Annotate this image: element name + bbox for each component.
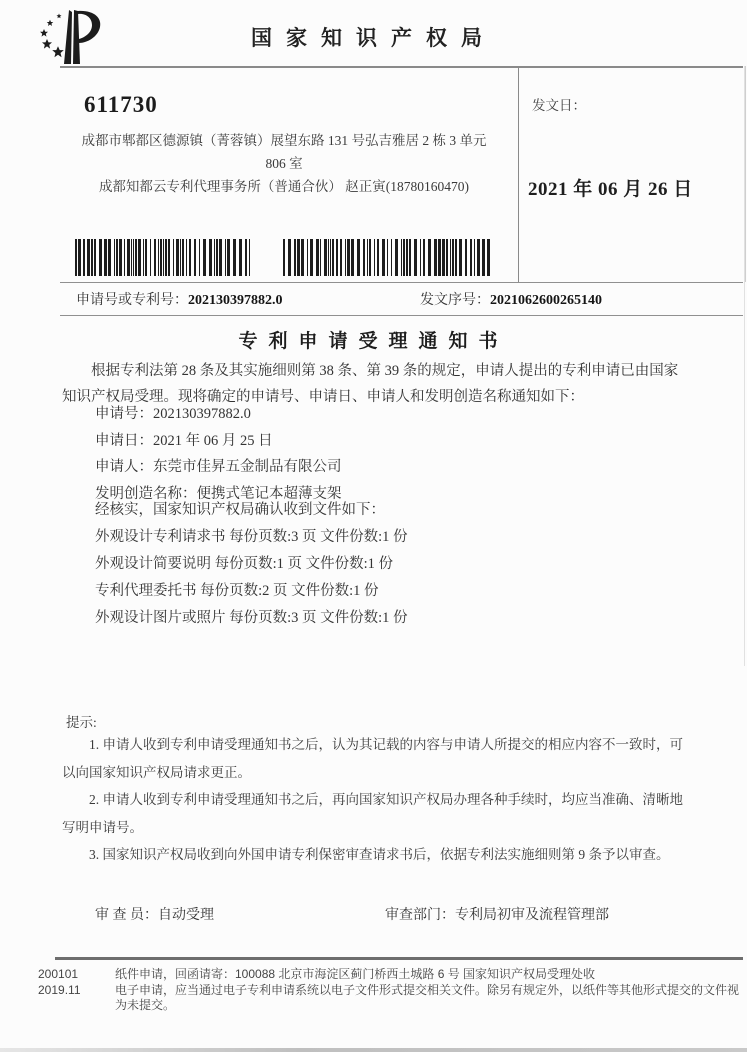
page-edge-shadow-right (744, 66, 745, 666)
field-invention-name: 发明创造名称：便携式笔记本超薄支架 (95, 485, 342, 502)
issue-date-value: 2021 年 06 月 26 日 (528, 179, 693, 200)
page-edge-shadow-bottom (0, 1048, 747, 1052)
document-item: 外观设计专利请求书 每份页数:3 页 文件份数:1 份 (95, 529, 408, 545)
tips-list (62, 731, 696, 869)
barcode-serial (283, 239, 492, 276)
dept-label: 审查部门： (385, 908, 455, 923)
examiner-label: 审 查 员： (95, 908, 158, 923)
serial-no-label: 发文序号： (420, 293, 490, 308)
datebox-left-border (518, 66, 519, 282)
notice-intro: 根据专利法第 28 条及其实施细则第 38 条、第 39 条的规定，申请人提出的专利申请已由国家知识产权局受理。现将确定的申请号、申请日、申请人和发明创造名称通知如下： (62, 363, 679, 405)
examiner-value: 自动受理 (158, 908, 214, 923)
confirm-intro: 经核实，国家知识产权局确认收到文件如下： (95, 502, 385, 518)
address-line2: 806 室 (265, 156, 303, 171)
app-no-label: 申请号或专利号： (76, 293, 188, 308)
document-item: 专利代理委托书 每份页数:2 页 文件份数:1 份 (95, 583, 379, 599)
issue-date-box (518, 66, 746, 282)
field-app-date: 申请日：2021 年 06 月 25 日 (95, 432, 273, 449)
footer-code2: 2019.11 (38, 982, 81, 997)
address-line3: 成都知都云专利代理事务所（普通合伙） 赵正寅(18780160470) (98, 179, 470, 194)
tips-label: 提示: (66, 715, 97, 730)
tip-item: 3. 国家知识产权局收到向外国申请专利保密审查请求书后，依据专利法实施细则第 9 条予以审查。 (89, 847, 670, 862)
document-item: 外观设计图片或照片 每份页数:3 页 文件份数:1 份 (95, 610, 408, 626)
tip-item: 1. 申请人收到专利申请受理通知书之后，认为其记载的内容与申请人所提交的相应内容不一致时，可以向国家知识产权局请求更正。 (62, 737, 683, 780)
app-no-value: 202130397882.0 (188, 293, 283, 308)
field-applicant: 申请人：东莞市佳昇五金制品有限公司 (95, 459, 342, 475)
footer-rule (55, 957, 743, 960)
application-fields (95, 401, 342, 507)
signoff-row (95, 904, 727, 924)
footer-line2: 电子申请，应当通过电子专利申请系统以电子文件形式提交相关文件。除另有规定外，以纸件等其他形式提交的文件视为未提交。 (115, 982, 740, 1012)
divider-below-appline (60, 315, 743, 316)
footer-text (115, 967, 743, 1014)
footer-code1: 200101 (38, 967, 79, 981)
issue-date-label: 发文日： (532, 98, 586, 113)
serial-no-value: 2021062600265140 (490, 293, 602, 308)
doc-code: 611730 (84, 92, 158, 117)
address-line1: 成都市郫都区德源镇（菁蓉镇）展望东路 131 号弘吉雅居 2 栋 3 单元 (81, 133, 487, 148)
document-item: 外观设计简要说明 每份页数:1 页 文件份数:1 份 (95, 556, 394, 572)
barcode-application (75, 239, 255, 276)
mailing-address (74, 129, 494, 198)
notice-title: 专利申请受理通知书 (238, 331, 509, 352)
application-number-strip (76, 289, 737, 309)
footer-codes (38, 967, 81, 998)
received-documents (95, 497, 408, 632)
divider-above-appline (60, 282, 743, 283)
tip-item: 2. 申请人收到专利申请受理通知书之后，再向国家知识产权局办理各种手续时，均应当准确、清晰地写明申请号。 (62, 792, 683, 835)
dept-value: 专利局初审及流程管理部 (455, 908, 609, 923)
issuer-title: 国家知识产权局 (251, 26, 496, 50)
footer-line1: 纸件申请，回函请寄：100088 北京市海淀区蓟门桥西土城路 6 号 国家知识产权局受理处收 (115, 967, 596, 981)
field-app-no: 申请号：202130397882.0 (95, 406, 251, 422)
